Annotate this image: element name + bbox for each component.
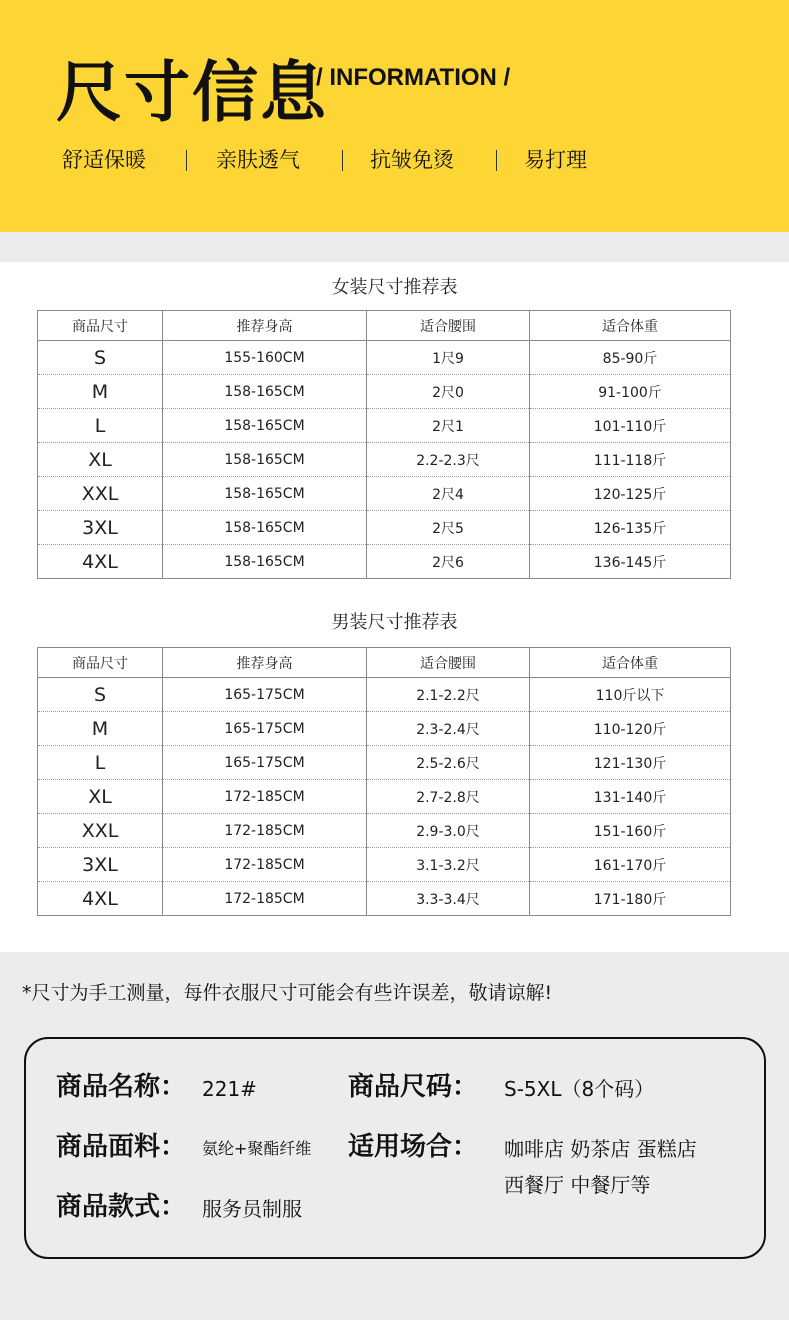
cell-weight: 111-118斤 [530,443,731,477]
table-row [38,780,731,814]
table-row [38,678,731,712]
women-table-title: 女装尺寸推荐表 [331,277,458,298]
product-fabric-value: 氨纶+聚酯纤维 [202,1139,312,1158]
page-title: 尺寸信息 [56,54,328,131]
column-header-weight: 适合体重 [530,311,731,341]
product-style-label: 商品款式： [56,1192,187,1222]
cell-height: 155-160CM [163,341,367,375]
cell-height: 158-165CM [163,443,367,477]
column-header-height: 推荐身高 [163,648,367,678]
feature-easy-care: 易打理 [524,148,587,172]
cell-height: 165-175CM [163,678,367,712]
header-banner [0,0,789,232]
table-row [38,848,731,882]
cell-weight: 120-125斤 [530,477,731,511]
cell-weight: 151-160斤 [530,814,731,848]
table-header-row [38,648,731,678]
cell-size: XL [38,443,163,477]
cell-size: S [38,678,163,712]
cell-height: 158-165CM [163,477,367,511]
cell-weight: 161-170斤 [530,848,731,882]
column-header-waist: 适合腰围 [367,311,530,341]
cell-waist: 3.3-3.4尺 [367,882,530,916]
cell-size: XXL [38,814,163,848]
table-row [38,409,731,443]
cell-size: 3XL [38,848,163,882]
cell-size: M [38,712,163,746]
product-use-value-line1: 咖啡店 奶茶店 蛋糕店 [504,1137,697,1161]
cell-size: L [38,409,163,443]
cell-height: 158-165CM [163,409,367,443]
cell-weight: 110-120斤 [530,712,731,746]
cell-size: XXL [38,477,163,511]
cell-weight: 110斤以下 [530,678,731,712]
table-row [38,882,731,916]
feature-divider [342,150,343,171]
cell-weight: 91-100斤 [530,375,731,409]
table-row [38,712,731,746]
cell-waist: 2尺1 [367,409,530,443]
cell-size: S [38,341,163,375]
feature-list [0,142,789,178]
table-body [38,341,731,579]
feature-warm: 舒适保暖 [62,148,146,172]
cell-weight: 171-180斤 [530,882,731,916]
table-row [38,341,731,375]
cell-waist: 2.3-2.4尺 [367,712,530,746]
cell-waist: 2尺0 [367,375,530,409]
page-subtitle: / INFORMATION / [316,64,511,91]
cell-size: 3XL [38,511,163,545]
table-row [38,477,731,511]
column-header-size: 商品尺寸 [38,311,163,341]
product-info-box [24,1037,766,1259]
cell-height: 158-165CM [163,375,367,409]
cell-waist: 2.2-2.3尺 [367,443,530,477]
feature-divider [186,150,187,171]
cell-height: 172-185CM [163,814,367,848]
product-size-label: 商品尺码： [348,1072,479,1102]
cell-height: 172-185CM [163,780,367,814]
product-style-value: 服务员制服 [202,1197,302,1221]
cell-weight: 101-110斤 [530,409,731,443]
cell-size: L [38,746,163,780]
table-row [38,814,731,848]
cell-size: XL [38,780,163,814]
table-body [38,678,731,916]
men-table-title: 男装尺寸推荐表 [331,612,458,633]
feature-wrinkle-free: 抗皱免烫 [370,148,454,172]
cell-height: 165-175CM [163,746,367,780]
cell-waist: 2尺4 [367,477,530,511]
product-use-value-line2: 西餐厅 中餐厅等 [504,1173,651,1197]
table-row [38,746,731,780]
cell-waist: 2.5-2.6尺 [367,746,530,780]
cell-waist: 1尺9 [367,341,530,375]
table-row [38,375,731,409]
cell-height: 158-165CM [163,545,367,579]
product-size-value: S-5XL（8个码） [504,1077,655,1101]
cell-height: 158-165CM [163,511,367,545]
column-header-height: 推荐身高 [163,311,367,341]
cell-size: 4XL [38,545,163,579]
cell-weight: 136-145斤 [530,545,731,579]
cell-waist: 3.1-3.2尺 [367,848,530,882]
men-size-table [37,647,731,916]
product-fabric-label: 商品面料： [56,1132,187,1162]
cell-waist: 2.9-3.0尺 [367,814,530,848]
column-header-size: 商品尺寸 [38,648,163,678]
cell-waist: 2尺6 [367,545,530,579]
cell-height: 172-185CM [163,882,367,916]
cell-weight: 85-90斤 [530,341,731,375]
table-row [38,545,731,579]
cell-waist: 2尺5 [367,511,530,545]
cell-height: 172-185CM [163,848,367,882]
cell-size: 4XL [38,882,163,916]
table-row [38,443,731,477]
cell-weight: 121-130斤 [530,746,731,780]
product-name-value: 221# [202,1077,257,1101]
feature-divider [496,150,497,171]
column-header-waist: 适合腰围 [367,648,530,678]
feature-breathable: 亲肤透气 [216,148,300,172]
cell-weight: 131-140斤 [530,780,731,814]
cell-size: M [38,375,163,409]
cell-waist: 2.1-2.2尺 [367,678,530,712]
table-row [38,511,731,545]
cell-height: 165-175CM [163,712,367,746]
cell-weight: 126-135斤 [530,511,731,545]
women-size-table [37,310,731,579]
product-use-label: 适用场合： [348,1132,479,1162]
measurement-note: *尺寸为手工测量，每件衣服尺寸可能会有些许误差，敬请谅解! [22,982,553,1004]
cell-waist: 2.7-2.8尺 [367,780,530,814]
column-header-weight: 适合体重 [530,648,731,678]
table-header-row [38,311,731,341]
product-name-label: 商品名称： [56,1072,187,1102]
